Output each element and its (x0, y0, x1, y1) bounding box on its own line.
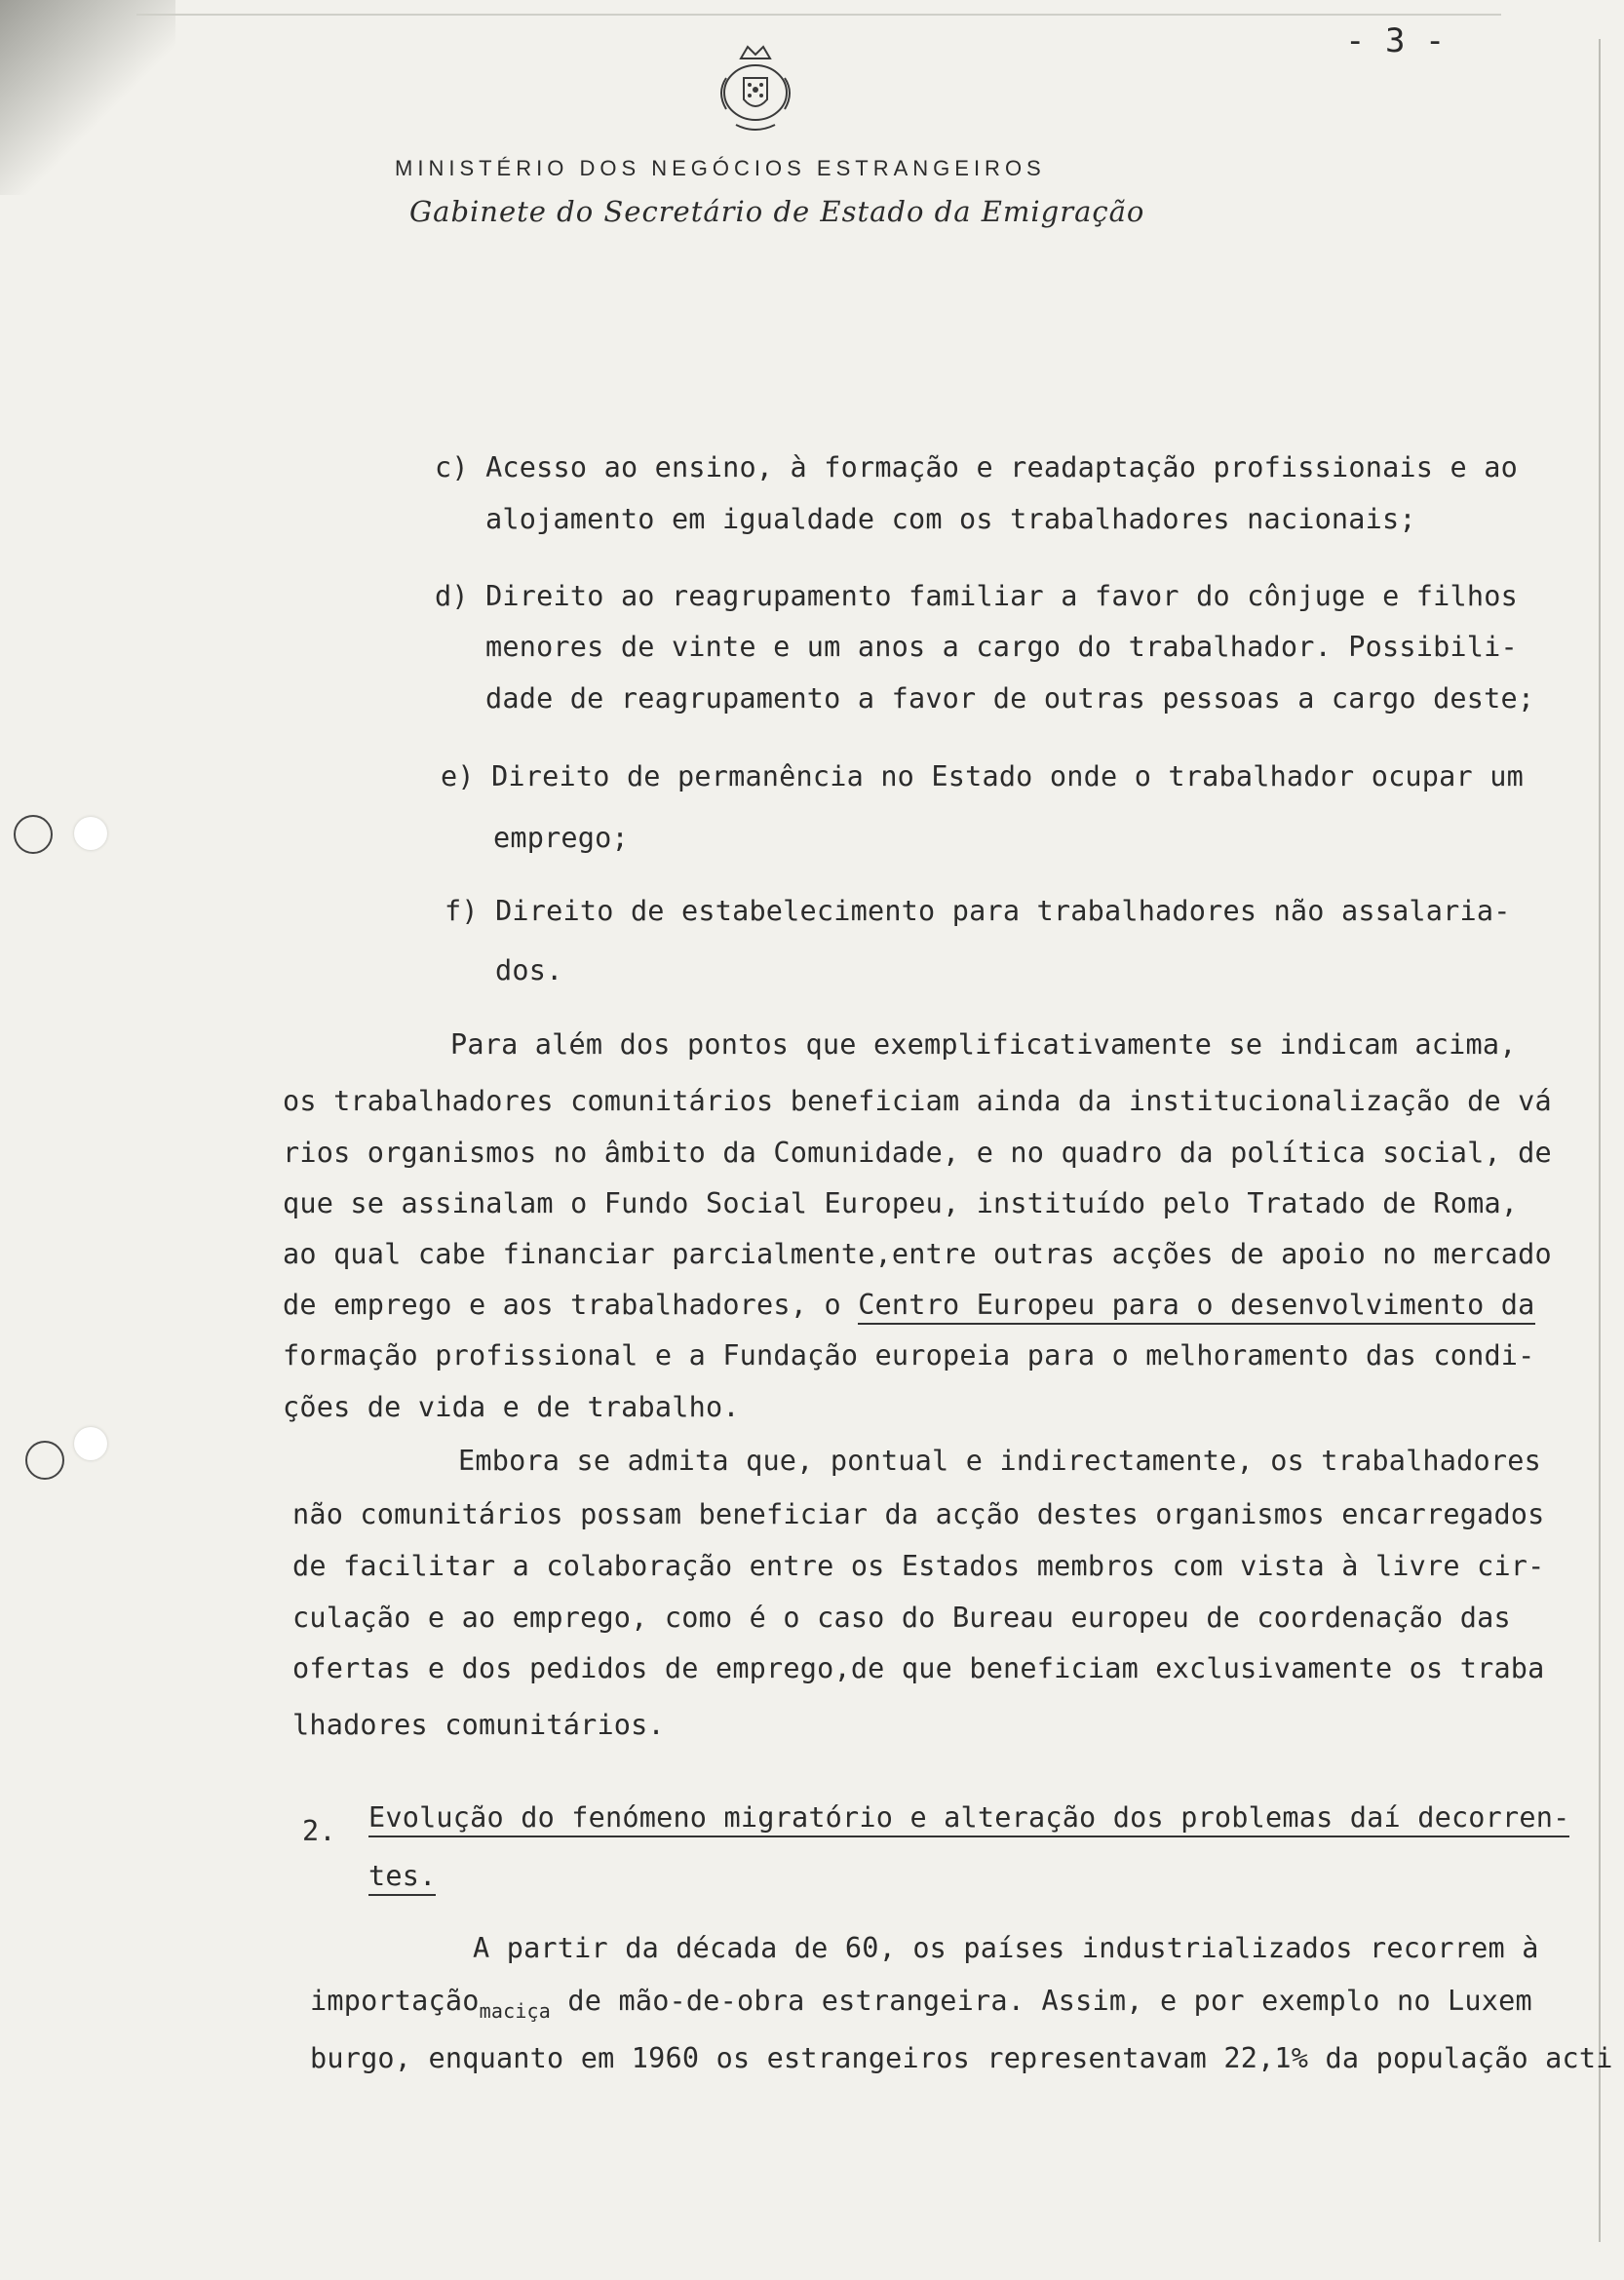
punch-hole-icon (74, 817, 107, 850)
punch-hole-icon (25, 1441, 64, 1480)
paragraph-line: ofertas e dos pedidos de emprego,de que beneficiam exclusivamente os traba (292, 1652, 1545, 1684)
paragraph-line: ao qual cabe financiar parcialmente,entre outras acções de apoio no mercado (283, 1238, 1552, 1270)
paragraph-line: Embora se admita que, pontual e indirectamente, os trabalhadores (458, 1445, 1541, 1477)
list-item-d: d) Direito ao reagrupamento familiar a favor do cônjuge e filhos (435, 580, 1518, 612)
list-item-c-cont: alojamento em igualdade com os trabalhadores nacionais; (485, 503, 1416, 535)
paragraph-line: não comunitários possam beneficiar da acção destes organismos encarregados (292, 1498, 1545, 1530)
list-item-d-cont: menores de vinte e um anos a cargo do trabalhador. Possibili- (485, 631, 1518, 663)
punch-hole-icon (14, 815, 53, 854)
paragraph-line: burgo, enquanto em 1960 os estrangeiros representavam 22,1% da população acti (310, 2042, 1613, 2074)
list-item-f: f) Direito de estabelecimento para trabalhadores não assalaria- (445, 895, 1511, 927)
inserted-word: maciça (479, 1999, 552, 2023)
paragraph-line: Para além dos pontos que exemplificativamente se indicam acima, (450, 1028, 1517, 1061)
paragraph-text: importação (310, 1985, 480, 2017)
list-item-d-cont: dade de reagrupamento a favor de outras pessoas a cargo deste; (485, 682, 1535, 715)
paragraph-line: formação profissional e a Fundação europeia para o melhoramento das condi- (283, 1339, 1535, 1372)
page-number: - 3 - (1345, 21, 1446, 60)
underlined-institution: Centro Europeu para o desenvolvimento da (858, 1289, 1534, 1325)
paragraph-line (310, 1985, 1532, 2023)
paragraph-line: culação e ao emprego, como é o caso do Bureau europeu de coordenação das (292, 1602, 1511, 1634)
paragraph-line: lhadores comunitários. (292, 1709, 665, 1741)
section-number: 2. (302, 1815, 336, 1847)
paragraph-line: de facilitar a colaboração entre os Estados membros com vista à livre cir- (292, 1550, 1545, 1582)
scan-edge-top (136, 14, 1501, 16)
list-item-e-cont: emprego; (493, 822, 629, 854)
list-item-c: c) Acesso ao ensino, à formação e readaptação profissionais e ao (435, 451, 1518, 483)
punch-hole-icon (74, 1427, 107, 1460)
paragraph-line: ções de vida e de trabalho. (283, 1391, 740, 1423)
paragraph-line: que se assinalam o Fundo Social Europeu, instituído pelo Tratado de Roma, (283, 1187, 1519, 1219)
paragraph-line: rios organismos no âmbito da Comunidade, e no quadro da política social, de (283, 1137, 1552, 1169)
paragraph-line: os trabalhadores comunitários beneficiam ainda da institucionalização de vá (283, 1085, 1552, 1117)
scan-corner-shadow (0, 0, 175, 195)
paragraph-line (283, 1289, 1535, 1321)
list-item-f-cont: dos. (495, 954, 563, 986)
paragraph-line: A partir da década de 60, os países industrializados recorrem à (473, 1932, 1539, 1964)
paragraph-text: de mão-de-obra estrangeira. Assim, e por exemplo no Luxem (551, 1985, 1532, 2017)
coat-of-arms-icon (697, 39, 814, 146)
cabinet-heading: Gabinete do Secretário de Estado da Emigração (409, 195, 1145, 228)
scan-edge-right (1599, 39, 1601, 2242)
list-item-e: e) Direito de permanência no Estado onde o trabalhador ocupar um (441, 760, 1524, 792)
paragraph-text: de emprego e aos trabalhadores, o (283, 1289, 859, 1321)
section-heading-cont: tes. (368, 1860, 436, 1896)
section-heading: Evolução do fenómeno migratório e alteração dos problemas daí decorren- (368, 1801, 1569, 1837)
ministry-heading: MINISTÉRIO DOS NEGÓCIOS ESTRANGEIROS (395, 156, 1046, 180)
